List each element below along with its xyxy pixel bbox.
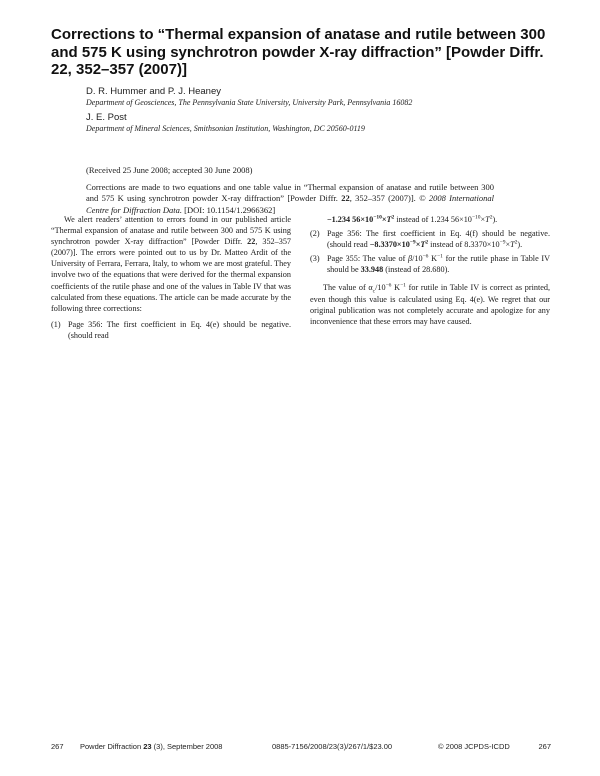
copyright-notice: © 2008 International Centre for Diffraction Data.: [86, 193, 494, 215]
column-right: [310, 214, 550, 327]
closing-paragraph: The value of $\alpha_c/10^{-6}$ $K^{-1}$ for rutile in Table IV is correct as printed, even though this value is calculated using Eq. 4(e). We regret that our original publication was not completely accurate and apologize for any inconvenience that these errors may have caused.: [310, 282, 551, 326]
received-dates: (Received 25 June 2008; accepted 30 June 2008): [86, 165, 253, 175]
footer-copyright: © 2008 JCPDS-ICDD: [438, 742, 510, 751]
page-number-right: 267: [538, 742, 551, 751]
author-names: D. R. Hummer and P. J. Heaney: [86, 86, 221, 97]
article-title: Corrections to “Thermal expansion of anatase and rutile between 300 and 575 K using synchrotron powder X-ray diffraction” [Powder Diffr. 22, 352–357 (2007)]: [51, 26, 546, 78]
intro-paragraph: We alert readers’ attention to errors found in our published article “Thermal expansion of anatase and rutile between 300 and 575 K using synchrotron powder X-ray diffraction” [Powder Diffr. 22, 352–357 (2007)]. The errors were pointed out to us by Dr. Matteo Ardit of the University of Ferrara, Ferrara, Italy, to whom we are most grateful. They involve two of the equations that were derived for the thermal expansion coefficients of the rutile phase and one of the values in Table IV that was calculated from these equations. The article can be made accurate by the following three corrections:: [51, 215, 292, 313]
page-footer: [51, 741, 551, 752]
author-names: J. E. Post: [86, 112, 127, 123]
page-number-left: 267: [51, 742, 64, 751]
abstract: Corrections are made to two equations and one table value in “Thermal expansion of anatase and rutile between 300 and 575 K using synchrotron powder X-ray diffraction” [Powder Diffr. 22, 352–357 (2007)]. © 2008 International Centre for Diffraction Data. [DOI: 10.1154/1.2966362]: [86, 182, 494, 215]
article-code: 0885-7156/2008/23(3)/267/1/$23.00: [272, 742, 393, 751]
author-affiliation: Department of Geosciences, The Pennsylvania State University, University Park, Pennsylvania 16082: [86, 98, 413, 107]
column-left: [51, 214, 291, 341]
correction-item-1: (1) Page 356: The first coefficient in Eq. 4(e) should be negative. (should read: [51, 319, 291, 340]
author-affiliation: Department of Mineral Sciences, Smithsonian Institution, Washington, DC 20560-0119: [86, 124, 365, 133]
journal-citation: Powder Diffraction 23 (3), September 2008: [80, 742, 223, 751]
doi: [DOI: 10.1154/1.2966362]: [184, 204, 276, 215]
correction-item-3: (3) Page 355: The value of $\beta/10^{-6}$ $K^{-1}$ for the rutile phase in Table IV should be 33.948 (instead of 28.680).: [310, 253, 551, 275]
correction-item-2: (2) Page 356: The first coefficient in Eq. 4(f) should be negative. (should read $-8.3370\times 10^{-9}\times T^2$ instead of $8.3370\times 10^{-9}\times T^2$).: [310, 229, 550, 250]
correction-item-1-continued: −1.234 $56\times 10^{-10}\times T^2$ instead of 1.234 $56\times 10^{-10}\times T^2$).: [327, 214, 498, 224]
